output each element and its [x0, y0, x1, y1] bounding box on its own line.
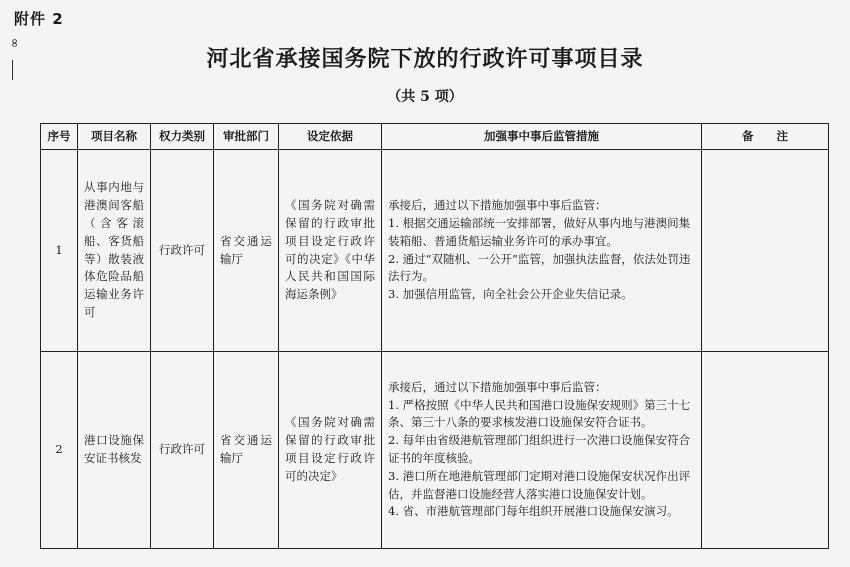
col-header-basis: 设定依据	[279, 124, 382, 150]
page-marker: ∞	[8, 38, 22, 48]
row-dept	[214, 352, 279, 549]
row-basis	[279, 352, 382, 549]
row-dept-text: 省交通运输厅	[220, 233, 272, 266]
measure-line: 2. 每年由省级港航管理部门组织进行一次港口设施保安符合证书的年度核验。	[388, 433, 691, 465]
col-header-category: 权力类别	[151, 124, 214, 150]
row-name-text: 从事内地与港澳间客船（含客滚船、客货船等）散装液体危险品船运输业务许可	[84, 180, 144, 319]
measure-line: 4. 省、市港航管理部门每年组织开展港口设施保安演习。	[388, 504, 679, 519]
row-dept	[214, 150, 279, 352]
page-title: 河北省承接国务院下放的行政许可事项目录	[206, 46, 644, 72]
page-subtitle: （共 5 项）	[387, 89, 463, 105]
table-header-row	[41, 124, 829, 150]
col-header-measures: 加强事中事后监管措施	[382, 124, 702, 150]
row-measures	[382, 352, 702, 549]
measure-line: 3. 港口所在地港航管理部门定期对港口设施保安状况作出评估，并监督港口设施经营人落实港口设施保安计划。	[388, 468, 691, 501]
attachment-label: 附件 2	[14, 10, 64, 28]
measure-line: 2. 通过“双随机、一公开”监管，加强执法监督，依法处罚违法行为。	[388, 251, 691, 284]
row-category: 行政许可	[151, 150, 214, 352]
col-header-name: 项目名称	[78, 124, 151, 150]
row-note	[702, 150, 829, 352]
col-header-no: 序号	[41, 124, 78, 150]
row-basis-text: 《国务院对确需保留的行政审批项目设定行政许可的决定》《中华人民共和国国际海运条例》	[285, 198, 375, 302]
table-row	[41, 150, 829, 352]
measure-line: 3. 加强信用监管，向全社会公开企业失信记录。	[388, 287, 633, 302]
measure-line: 1. 严格按照《中华人民共和国港口设施保安规则》第三十七条、第三十八条的要求核发港口设施保安符合证书。	[388, 397, 691, 430]
row-basis	[279, 150, 382, 352]
measure-line: 1. 根据交通运输部统一安排部署，做好从事内地与港澳间集装箱船、普通货船运输业务许可的承办事宜。	[388, 215, 691, 248]
col-header-note: 备 注	[702, 124, 829, 150]
row-dept-text: 省交通运输厅	[220, 433, 272, 465]
row-basis-text: 《国务院对确需保留的行政审批项目设定行政许可的决定》	[285, 415, 375, 483]
row-name	[78, 352, 151, 549]
row-category: 行政许可	[151, 352, 214, 549]
measure-line: 承接后，通过以下措施加强事中事后监管：	[388, 379, 607, 394]
row-name-text: 港口设施保安证书核发	[84, 433, 144, 465]
col-header-dept: 审批部门	[214, 124, 279, 150]
row-measures	[382, 150, 702, 352]
row-name	[78, 150, 151, 352]
table-row	[41, 352, 829, 549]
measure-line: 承接后，通过以下措施加强事中事后监管：	[388, 198, 607, 213]
items-table	[40, 123, 829, 549]
row-no: 1	[41, 150, 78, 352]
row-note	[702, 352, 829, 549]
row-no: 2	[41, 352, 78, 549]
